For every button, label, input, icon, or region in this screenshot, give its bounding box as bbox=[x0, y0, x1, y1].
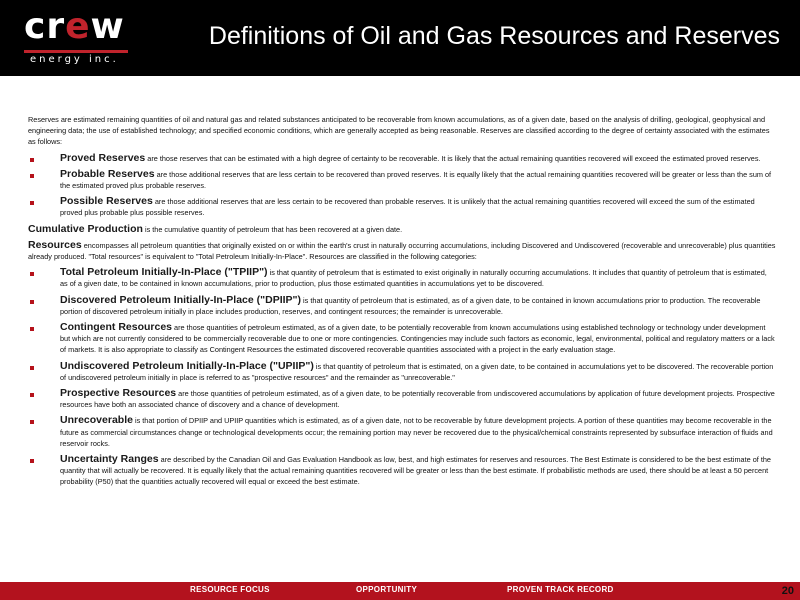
term-label: Proved Reserves bbox=[60, 151, 146, 164]
term-label: Resources bbox=[28, 238, 82, 251]
slide-title: Definitions of Oil and Gas Resources and Reserves bbox=[208, 22, 780, 50]
term-definition: are those reserves that can be estimated with a high degree of certainty to be recoverable. It is likely that the actual remaining quantities recovered will exceed the estimated proved reserves. bbox=[145, 153, 761, 163]
list-item bbox=[28, 295, 776, 317]
term-definition: is that quantity of petroleum that is estimated, on a given date, to be contained in accumulations yet to be discovered. The recoverable portion of undiscovered petroleum initially in place is referred to as "prospective resources" and the remainder as "unrecoverable." bbox=[60, 361, 774, 382]
footer-opportunity: OPPORTUNITY bbox=[356, 585, 418, 594]
term-definition: are those additional reserves that are less certain to be recovered than probable reserves. It is unlikely that the actual remaining quantities recovered will exceed the sum of the estimated proved plus probable plus possible reserves. bbox=[60, 197, 755, 218]
crew-energy-logo bbox=[22, 4, 132, 70]
list-item bbox=[28, 454, 776, 488]
header-bar bbox=[0, 0, 800, 76]
term-label: Undiscovered Petroleum Initially-In-Place ("UPIIP") bbox=[60, 359, 314, 372]
logo-wordmark: crew bbox=[24, 6, 125, 47]
reserves-intro: Reserves are estimated remaining quantities of oil and natural gas and related substances anticipated to be recoverable from known accumulations, as of a given date, based on the analysis of drilling, geological, geophysical and engineering data; the use of established technology; and specified economic conditions, which are generally accepted as being reasonable. Reserves are classified according to the degree of certainty associated with the estimates as follows: bbox=[28, 115, 770, 147]
term-label: Uncertainty Ranges bbox=[60, 453, 159, 466]
bullet-square-icon bbox=[30, 393, 34, 397]
list-item bbox=[28, 153, 776, 164]
bullet-square-icon bbox=[30, 201, 34, 205]
term-definition: are those quantities of petroleum estimated, as of a given date, to be potentially recoverable from undiscovered accumulations by application of future development projects. Prospective resources have both an associated chance of discovery and a chance of development. bbox=[60, 389, 775, 410]
term-label: Discovered Petroleum Initially-In-Place ("DPIIP") bbox=[60, 293, 302, 306]
footer-proven-track-record: PROVEN TRACK RECORD bbox=[507, 585, 614, 594]
list-item bbox=[28, 361, 776, 383]
term-label: Total Petroleum Initially-In-Place ("TPIIP") bbox=[60, 266, 268, 279]
bullet-square-icon bbox=[30, 366, 34, 370]
list-item bbox=[28, 196, 776, 218]
list-item bbox=[28, 388, 776, 410]
term-definition: is that portion of DPIIP and UPIIP quantities which is estimated, as of a given date, not to be recoverable by future development projects. A portion of these quantities may become recoverable in the future as commercial circumstances change or technological developments occur; the remaining portion may never be recovered due to the physical/chemical constraints represented by subsurface interaction of fluids and reservoir rocks. bbox=[60, 416, 773, 448]
term-definition: is that quantity of petroleum that is estimated to exist originally in naturally occurring accumulations. It includes that quantity of petroleum that is estimated, as of a given date, to be contained in known accumulations, prior to production, plus those estimated quantities in accumulations yet to be discovered. bbox=[60, 268, 767, 289]
bullet-square-icon bbox=[30, 459, 34, 463]
logo-underline bbox=[24, 50, 128, 53]
term-label: Cumulative Production bbox=[28, 222, 143, 235]
term-definition: encompasses all petroleum quantities that originally existed on or within the earth's crust in naturally occurring accumulations, including Discovered and Undiscovered (recoverable and unrecoverable) plus quantities already produced. "Total resources" is equivalent to "Total Petroleum Initially-In-Place". Resources are classified in the following categories: bbox=[28, 240, 776, 262]
term-label: Probable Reserves bbox=[60, 167, 155, 180]
list-item bbox=[28, 169, 776, 191]
term-definition: are those quantities of petroleum estimated, as of a given date, to be potentially recoverable from known accumulations using established technology or technology under development but which are not currently considered to be commercially recoverable due to one or more contingencies. Contingencies may include such factors as economic, legal, environmental, political and regulatory matters or a lack of markets. It is also appropriate to classify as Contingent Resources the estimated discovered recoverable quantities associated with a project in the early evaluation stage. bbox=[60, 323, 775, 355]
bullet-square-icon bbox=[30, 272, 34, 276]
resources-paragraph bbox=[28, 240, 776, 262]
term-label: Contingent Resources bbox=[60, 321, 173, 334]
definitions-body bbox=[28, 114, 776, 493]
term-definition: are described by the Canadian Oil and Gas Evaluation Handbook as low, best, and high estimates for reserves and resources. The Best Estimate is considered to be the best estimate of the quantity that will actually be recovered. It is equally likely that the actual remaining quantities recovered will be greater or less than the best estimate. If probabilistic methods are used, there should be at least a 50 percent probability (P50) that the quantities actually recovered will equal or exceed the best estimate. bbox=[60, 455, 771, 487]
bullet-square-icon bbox=[30, 158, 34, 162]
term-definition: is the cumulative quantity of petroleum that has been recovered at a given date. bbox=[142, 224, 403, 234]
list-item bbox=[28, 267, 776, 289]
term-label: Unrecoverable bbox=[60, 414, 133, 427]
term-label: Possible Reserves bbox=[60, 195, 153, 208]
footer-bar bbox=[0, 582, 800, 600]
bullet-square-icon bbox=[30, 300, 34, 304]
term-definition: are those additional reserves that are less certain to be recovered than proved reserves. It is equally likely that the actual remaining quantities recovered will be greater or less than the sum of the estimated proved plus probable reserves. bbox=[60, 169, 772, 191]
bullet-square-icon bbox=[30, 327, 34, 331]
reserves-list bbox=[28, 153, 776, 219]
resources-list bbox=[28, 267, 776, 487]
list-item bbox=[28, 415, 776, 449]
term-definition: is that quantity of petroleum that is estimated, as of a given date, to be contained in known accumulations prior to production. The recoverable portion of discovered petroleum initially in place includes production, reserves, and contingent resources; the remainder is unrecoverable. bbox=[60, 295, 761, 316]
bullet-square-icon bbox=[30, 420, 34, 424]
page-number: 20 bbox=[781, 585, 794, 597]
footer-resource-focus: RESOURCE FOCUS bbox=[190, 585, 270, 594]
term-label: Prospective Resources bbox=[60, 387, 177, 400]
logo-tagline: energy inc. bbox=[30, 54, 119, 65]
cumulative-production-paragraph bbox=[28, 224, 776, 235]
list-item bbox=[28, 322, 776, 356]
bullet-square-icon bbox=[30, 174, 34, 178]
